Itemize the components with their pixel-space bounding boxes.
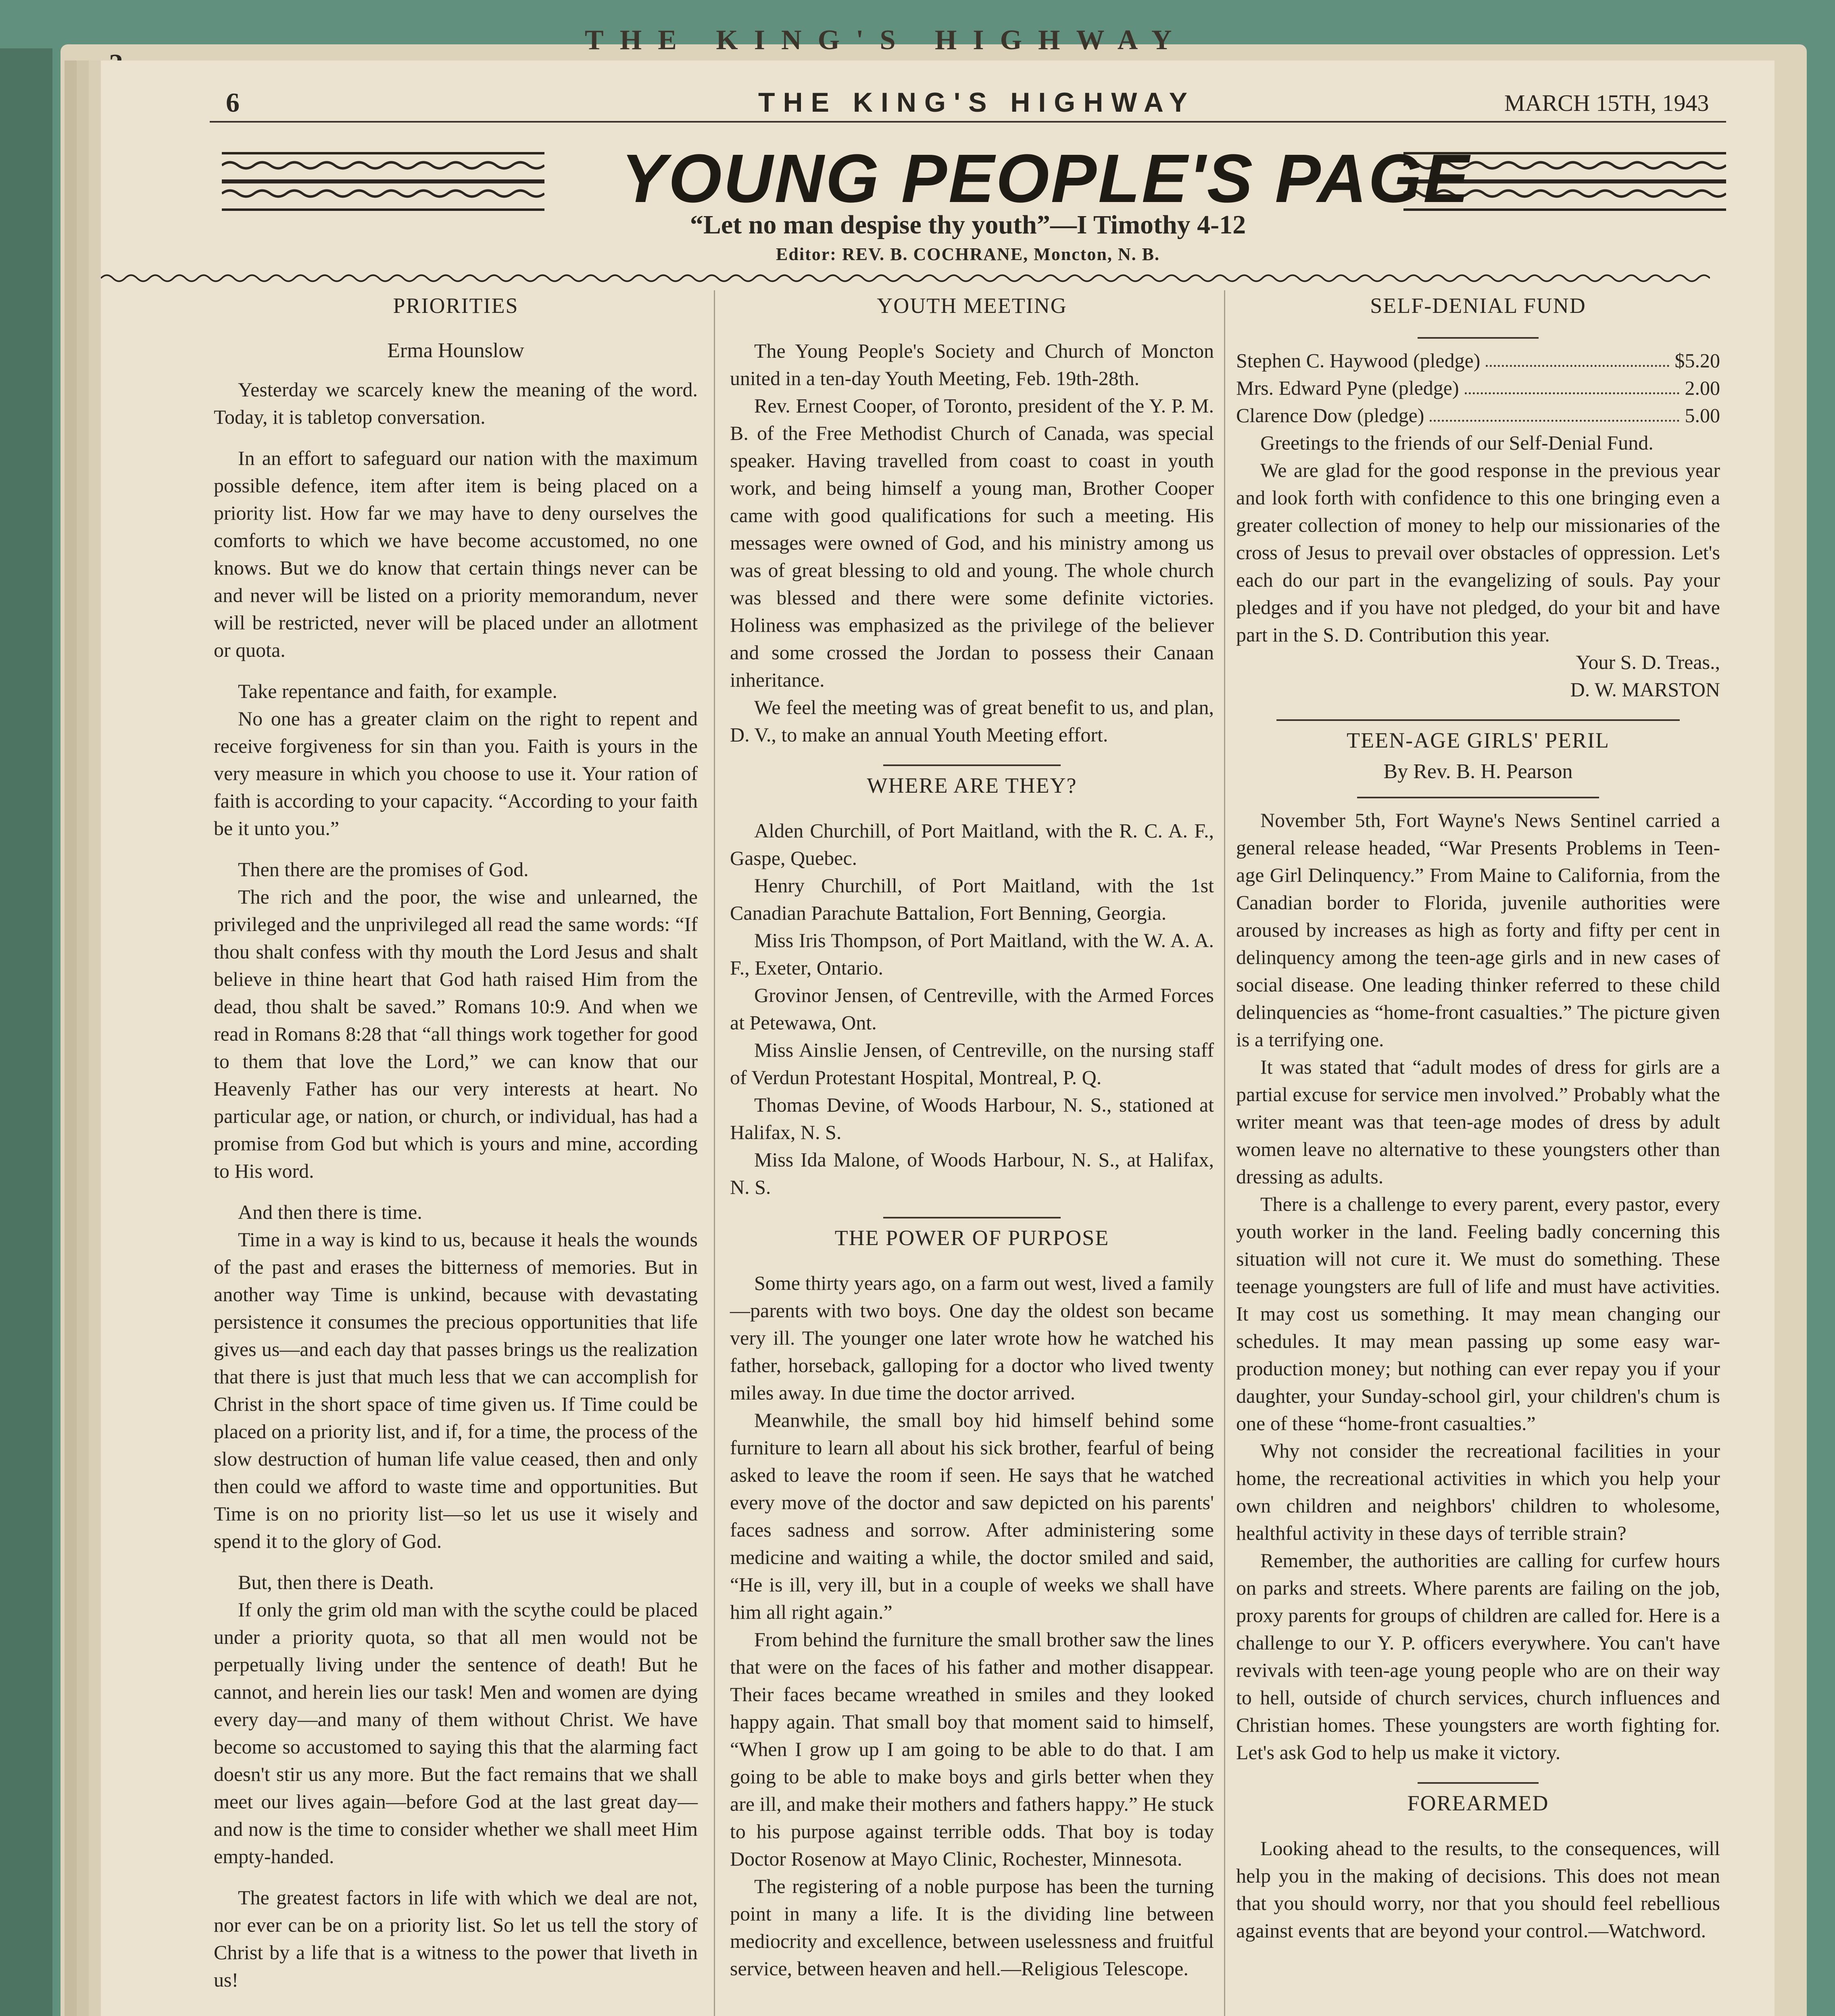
paragraph: And then there is time. (238, 1201, 422, 1223)
article-heading-priorities: PRIORITIES (393, 294, 519, 318)
paragraph: Meanwhile, the small boy hid himself behind some furniture to learn all about his sick brother, fearful of being asked to leave the room if seen. He says that he watched every move of the doctor and saw depicted on his parents' faces sadness and sorrow. After administering some medicine and waiting a while, the doctor smiled and said, “He is ill, very ill, but in a couple of weeks we shall have him all right again.” (730, 1409, 1214, 1623)
list-item: Grovinor Jensen, of Centreville, with the Armed Forces at Petewawa, Ont. (730, 984, 1214, 1034)
fund-entry: Clarence Dow (pledge) 5.00 (1236, 402, 1720, 429)
paragraph: We feel the meeting was of great benefit to us, and plan, D. V., to make an annual Youth Meeting effort. (730, 696, 1214, 746)
editor-credit: Editor: REV. B. COCHRANE, Moncton, N. B. (776, 244, 1160, 264)
fund-entry: Stephen C. Haywood (pledge) $5.20 (1236, 347, 1720, 374)
masthead-wave-rule (101, 270, 1710, 286)
section-separator (1357, 797, 1599, 798)
list-item: Miss Ida Malone, of Woods Harbour, N. S., at Halifax, N. S. (730, 1148, 1214, 1198)
binder-spine (0, 48, 52, 2016)
list-item: Miss Ainslie Jensen, of Centreville, on the nursing staff of Verdun Protestant Hospital, Montreal, P. Q. (730, 1039, 1214, 1089)
list-item: Miss Iris Thompson, of Port Maitland, with the W. A. A. F., Exeter, Ontario. (730, 929, 1214, 979)
column-divider-2 (1224, 290, 1225, 2016)
decorative-band-left (222, 145, 544, 218)
signoff-title: Your S. D. Treas., (1576, 651, 1720, 673)
paragraph: Take repentance and faith, for example. (238, 680, 557, 702)
paragraph: The rich and the poor, the wise and unlearned, the privileged and the unprivileged all read the same words: “If thou shalt confess with thy mouth the Lord Jesus and shalt believe in thine heart that God hath raised Him from the dead, thou shalt be saved.” Romans 10:9. And when we read in Romans 8:28 that “all things work together for good to them that love the Lord,” we can know that our Heavenly Father has our very interests at heart. No particular age, or nation, or church, or individual, has had a promise from God but which is yours and mine, according to His word. (214, 885, 698, 1182)
paragraph: In an effort to safeguard our nation with the maximum possible defence, item after item is being placed on a priority list. How far we may have to deny ourselves the comforts to which we have become accustomed, no one knows. But we do know that certain things never can be and never will be listed on a priority memorandum, never will be restricted, never will be placed under an allotment or quota. (214, 447, 698, 661)
column-divider-1 (714, 290, 715, 2016)
paragraph: November 5th, Fort Wayne's News Sentinel carried a general release headed, “War Presents Problems in Teen-age Girl Delinquency.” From Maine to California, from the Canadian border to Florida, juvenile authorities were aroused by increases as high as forty and fifty per cent in delinquency among the teen-age girls and in new cases of social disease. One leading thinker referred to these child delinquencies as “home-front casualties.” The picture given is a terrifying one. (1236, 809, 1720, 1051)
section-separator (883, 1217, 1061, 1218)
article-author: Erma Hounslow (387, 339, 524, 362)
fund-entry: Mrs. Edward Pyne (pledge) 2.00 (1236, 374, 1720, 402)
paragraph: But, then there is Death. (238, 1571, 434, 1593)
paragraph: There is a challenge to every parent, every pastor, every youth worker in the land. Feeling badly concerning this situation will not cure it. We must do something. These teenage youngsters are full of life and must have activities. It may cost us something. It may mean changing our schedules. It may mean passing up some easy war-production money; but nothing can ever repay you if your daughter, your Sunday-school girl, your children's chum is one of these “home-front casualties.” (1236, 1193, 1720, 1435)
article-heading-where-are-they: WHERE ARE THEY? (867, 773, 1077, 798)
paragraph: The greatest factors in life with which we deal are not, nor ever can be on a priority list. So let us tell the story of Christ by a life that is a witness to the power that liveth in us! (214, 1886, 698, 1991)
section-separator (883, 764, 1061, 766)
masthead-verse: “Let no man despise thy youth”—I Timothy 4-12 (690, 210, 1246, 240)
section-separator (1418, 1782, 1539, 1784)
paragraph: The Young People's Society and Church of Moncton united in a ten-day Youth Meeting, Feb. 19th-28th. (730, 339, 1214, 389)
paragraph: We are glad for the good response in the previous year and look forth with confidence to this one bringing even a greater collection of money to help our missionaries of the cross of Jesus to prevail over obstacles of oppression. Let's each do our part in the evangelizing of souls. Pay your pledges and if you have not pledged, do your bit and have part in the S. D. Contribution this year. (1236, 459, 1720, 646)
paragraph: Looking ahead to the results, to the consequences, will help you in the making of decisions. This does not mean that you should worry, nor that you should feel rebellious against events that are beyond your control.—Watchword. (1236, 1837, 1720, 1942)
paragraph: Then there are the promises of God. (238, 858, 529, 881)
paragraph: Time in a way is kind to us, because it heals the wounds of the past and erases the bitterness of memories. But in another way Time is unkind, because with devastating persistence it consumes the precious opportunities that life gives us—and each day that passes brings us the realization that there is just that much less that we can accomplish for Christ in the short space of time given us. If Time could be placed on a priority list, and if, for a time, the process of the slow destruction of human life value ceased, then and only then could we afford to waste time and opportunities. But Time is on no priority list—so let us use it wisely and spend it to the glory of God. (214, 1228, 698, 1552)
page-number: 6 (226, 87, 240, 118)
paragraph: Greetings to the friends of our Self-Denial Fund. (1260, 431, 1654, 454)
article-author: By Rev. B. H. Pearson (1383, 760, 1573, 783)
column-priorities (214, 286, 698, 1993)
paragraph: Rev. Ernest Cooper, of Toronto, president of the Y. P. M. B. of the Free Methodist Church of Canada, was special speaker. Having travelled from coast to coast in youth work, and being himself a young man, Brother Cooper came with good qualifications for such a meeting. His messages were owned of God, and his ministry among us was of great blessing to old and young. The whole church was blessed and there were some definite victories. Holiness was emphasized as the privilege of the believer and some crossed the Jordan to possess their Canaan inheritance. (730, 394, 1214, 691)
paragraph: Why not consider the recreational facilities in your home, the recreational activities in which you help your own children and neighbors' children to wholesome, healthful activity in these days of terrible strain? (1236, 1439, 1720, 1544)
paragraph: Remember, the authorities are calling for curfew hours on parks and streets. Where parents are failing on the job, proxy parents for groups of children are called for. Here is a challenge to our Y. P. officers everywhere. You can't have revivals with teen-age young people who are on their way to hell, outside of church services, church influences and Christian homes. These youngsters are worth fighting for. Let's ask God to help us make it victory. (1236, 1549, 1720, 1764)
section-separator (1276, 719, 1680, 721)
paragraph: Some thirty years ago, on a farm out west, lived a family—parents with two boys. One day the oldest son became very ill. The younger one later wrote how he watched his father, horseback, galloping for a doctor who lived twenty miles away. In due time the doctor arrived. (730, 1272, 1214, 1404)
section-separator (1418, 337, 1539, 339)
column-youth-meeting (730, 286, 1214, 1982)
list-item: Henry Churchill, of Port Maitland, with the 1st Canadian Parachute Battalion, Fort Benning, Georgia. (730, 874, 1214, 924)
article-heading-forearmed: FOREARMED (1407, 1791, 1549, 1815)
article-heading-youth-meeting: YOUTH MEETING (877, 294, 1067, 318)
list-item: Alden Churchill, of Port Maitland, with the R. C. A. F., Gaspe, Quebec. (730, 819, 1214, 869)
behind-page-title: THE KING'S HIGHWAY (585, 25, 1188, 56)
paragraph: Yesterday we scarcely knew the meaning of the word. Today, it is tabletop conversation. (214, 378, 698, 428)
paragraph: The registering of a noble purpose has been the turning point in many a life. It is the dividing line between mediocrity and excellence, between uselessness and fruitful service, between heaven and hell.—Religious Telescope. (730, 1875, 1214, 1980)
newspaper-title: THE KING'S HIGHWAY (758, 87, 1195, 118)
paragraph: No one has a greater claim on the right to repent and receive forgiveness for sin than you. Faith is yours in the very measure in which you choose to use it. Your ration of faith is according to your capacity. “According to your faith be it unto you.” (214, 707, 698, 839)
article-heading-teen-age-girls-peril: TEEN-AGE GIRLS' PERIL (1347, 728, 1610, 752)
header-rule (210, 121, 1726, 123)
issue-date: MARCH 15TH, 1943 (1504, 90, 1709, 116)
paragraph: It was stated that “adult modes of dress for girls are a partial excuse for service men involved.” Probably what the writer meant was that teen-age modes of dress by adult women leave no alternative to these youngsters other than dressing as adults. (1236, 1056, 1720, 1188)
list-item: Thomas Devine, of Woods Harbour, N. S., stationed at Halifax, N. S. (730, 1093, 1214, 1143)
article-heading-self-denial-fund: SELF-DENIAL FUND (1370, 294, 1586, 318)
paragraph: If only the grim old man with the scythe could be placed under a priority quota, so that all men would not be perpetually living under the sentence of death! But he cannot, and herein lies our task! Men and women are dying every day—and many of them without Christ. We have become so accustomed to saying this that the alarming fact doesn't stir us any more. But the fact remains that we shall meet our lives again—before God at the last great day—and now is the time to consider whether we shall meet Him empty-handed. (214, 1598, 698, 1868)
article-heading-power-of-purpose: THE POWER OF PURPOSE (834, 1226, 1109, 1250)
paragraph: From behind the furniture the small brother saw the lines that were on the faces of his father and mother disappear. Their faces became wreathed in smiles and they looked happy again. That small boy that moment said to himself, “When I grow up I am going to be able to do that. I am going to be able to make boys and girls better when they are ill, and make their mothers and fathers happy.” He stuck to his purpose against terrible odds. That boy is today Doctor Rosenow at Mayo Clinic, Rochester, Minnesota. (730, 1628, 1214, 1870)
signoff-name: D. W. MARSTON (1570, 678, 1720, 701)
column-self-denial (1236, 286, 1720, 1944)
section-title: YOUNG PEOPLE'S PAGE (621, 140, 1471, 217)
